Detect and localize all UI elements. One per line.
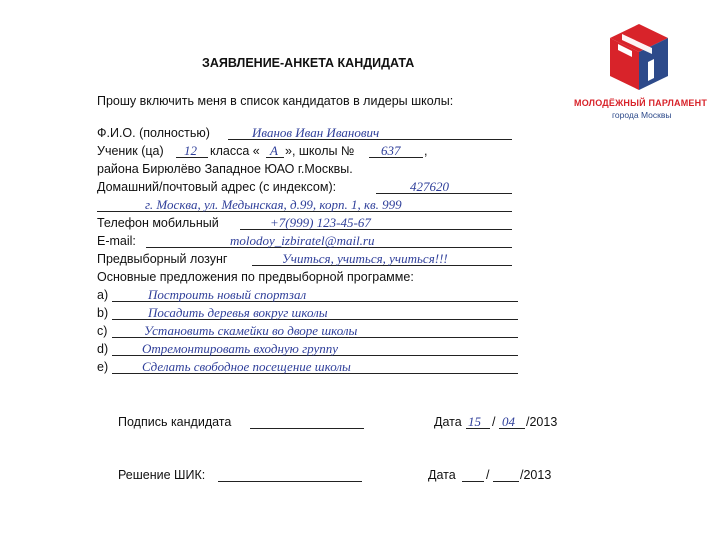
decision-label: Решение ШИК: (118, 468, 206, 482)
date2-label: Дата (428, 468, 456, 482)
proposal-marker: b) (97, 306, 109, 320)
proposal-field[interactable] (112, 306, 518, 320)
proposal-field[interactable] (112, 288, 518, 302)
address-index-value: 427620 (410, 179, 449, 194)
grade-value: 12 (184, 143, 197, 158)
letter-value: А (270, 143, 278, 158)
form-intro: Прошу включить меня в список кандидатов в лидеры школы: (97, 94, 454, 108)
logo-title: МОЛОДЁЖНЫЙ ПАРЛАМЕНТ (574, 98, 708, 108)
email-field[interactable] (146, 234, 512, 248)
proposals-heading: Основные предложения по предвыборной программе: (97, 270, 414, 284)
proposal-field[interactable] (112, 324, 518, 338)
phone-value: +7(999) 123-45-67 (270, 215, 371, 230)
proposal-field[interactable] (112, 360, 518, 374)
address-line-field[interactable] (97, 198, 512, 212)
date-separator: / (492, 415, 496, 429)
address-label: Домашний/почтовый адрес (с индексом): (97, 180, 337, 194)
fio-value: Иванов Иван Иванович (252, 125, 380, 140)
date2-month-field[interactable] (493, 468, 519, 482)
proposal-value: Отремонтировать входную группу (142, 341, 339, 356)
district-text: района Бирюлёво Западное ЮАО г.Москвы. (97, 162, 353, 176)
email-label: E-mail: (97, 234, 136, 248)
form-title: ЗАЯВЛЕНИЕ-АНКЕТА КАНДИДАТА (202, 56, 415, 70)
date2-day-field[interactable] (462, 468, 484, 482)
phone-label: Телефон мобильный (97, 216, 219, 230)
fio-field[interactable] (228, 126, 512, 140)
proposal-value: Установить скамейки во дворе школы (144, 323, 358, 338)
school-field[interactable] (369, 144, 423, 158)
date2-separator: / (486, 468, 490, 482)
date-label: Дата (434, 415, 462, 429)
fio-label: Ф.И.О. (полностью) (97, 126, 210, 140)
cube-logo-icon (608, 22, 670, 92)
date-day-field[interactable] (466, 415, 490, 429)
proposal-value: Сделать свободное посещение школы (142, 359, 351, 374)
signature-field[interactable] (250, 415, 364, 429)
address-index-field[interactable] (376, 180, 512, 194)
proposal-field[interactable] (112, 342, 518, 356)
signature-label: Подпись кандидата (118, 415, 232, 429)
school-label: », школы № (285, 144, 355, 158)
proposal-marker: c) (97, 324, 108, 338)
logo-emblem (608, 22, 670, 92)
slogan-field[interactable] (252, 252, 512, 266)
proposal-value: Построить новый спортзал (148, 287, 307, 302)
date-month-field[interactable] (499, 415, 525, 429)
date-month-value: 04 (502, 414, 515, 429)
proposal-marker: e) (97, 360, 109, 374)
date-day-value: 15 (468, 414, 481, 429)
date-year: /2013 (526, 415, 558, 429)
slogan-value: Учиться, учиться, учиться!!! (282, 251, 448, 266)
proposal-value: Посадить деревья вокруг школы (148, 305, 328, 320)
comma: , (424, 144, 428, 158)
decision-field[interactable] (218, 468, 362, 482)
class-label: класса « (210, 144, 260, 158)
address-line-value: г. Москва, ул. Медынская, д.99, корп. 1, кв. 999 (145, 197, 402, 212)
grade-field[interactable] (176, 144, 208, 158)
phone-field[interactable] (240, 216, 512, 230)
letter-field[interactable] (266, 144, 284, 158)
date2-year: /2013 (520, 468, 552, 482)
email-value: molodoy_izbiratel@mail.ru (230, 233, 375, 248)
student-label: Ученик (ца) (97, 144, 164, 158)
proposal-marker: a) (97, 288, 109, 302)
proposal-marker: d) (97, 342, 109, 356)
slogan-label: Предвыборный лозунг (97, 252, 228, 266)
school-value: 637 (381, 143, 401, 158)
logo-subtitle: города Москвы (612, 110, 672, 120)
